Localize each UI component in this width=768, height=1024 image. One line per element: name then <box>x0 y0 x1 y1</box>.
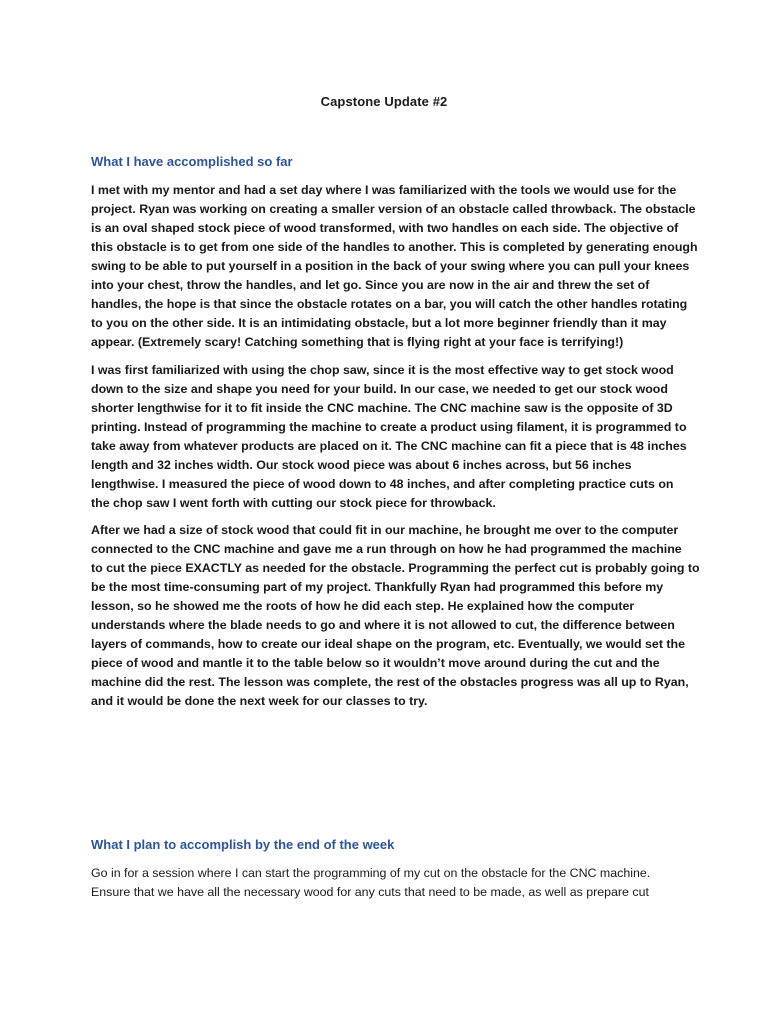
paragraph-line: Go in for a session where I can start the programming of my cut on the obstacle for the CNC machine. <box>91 866 651 880</box>
paragraph-line: layers of commands, how to create our ideal shape on the program, etc. Eventually, we would set the <box>91 637 685 651</box>
paragraph-line: project. Ryan was working on creating a smaller version of an obstacle called throwback. The obstacle <box>91 202 696 216</box>
paragraph-line: take away from whatever products are placed on it. The CNC machine can fit a piece that is 48 inches <box>91 439 687 453</box>
paragraph-line: into your chest, throw the handles, and let go. Since you are now in the air and threw the set of <box>91 278 650 292</box>
paragraph-line: lengthwise. I measured the piece of wood down to 48 inches, and after completing practice cuts on <box>91 477 674 491</box>
document-title: Capstone Update #2 <box>320 94 448 109</box>
section-heading-accomplished: What I have accomplished so far <box>91 154 293 169</box>
paragraph-line: After we had a size of stock wood that could fit in our machine, he brought me over to the computer <box>91 523 679 537</box>
paragraph-line: I was first familiarized with using the chop saw, since it is the most effective way to get stock wood <box>91 363 674 377</box>
paragraph-line: handles, the hope is that since the obstacle rotates on a bar, you will catch the other handles rotating <box>91 297 688 311</box>
paragraph-line: connected to the CNC machine and gave me a run through on how he had programmed the machine <box>91 542 682 556</box>
paragraph-line: down to the size and shape you need for your build. In our case, we needed to get our stock wood <box>91 382 668 396</box>
paragraph-line: be the most time-consuming part of my project. Thankfully Ryan had programmed this before my <box>91 580 664 594</box>
paragraph-chop-saw <box>91 361 691 513</box>
paragraph-line: this obstacle is to get from one side of the handles to another. This is completed by generating enough <box>91 240 698 254</box>
paragraph-line: lesson, so he showed me the roots of how he did each step. He explained how the computer <box>91 599 635 613</box>
paragraph-line: to you on the other side. It is an intimidating obstacle, but a lot more beginner friendly than it may <box>91 316 667 330</box>
paragraph-line: is an oval shaped stock piece of wood transformed, with two handles on each side. The objective of <box>91 221 679 235</box>
paragraph-line: appear. (Extremely scary! Catching something that is flying right at your face is terrifying!) <box>91 335 624 349</box>
paragraph-weekly-plan <box>91 864 691 902</box>
section-heading-plan: What I plan to accomplish by the end of the week <box>91 837 395 852</box>
paragraph-line: piece of wood and mantle it to the table below so it wouldn’t move around during the cut and the <box>91 656 660 670</box>
paragraph-line: swing to be able to put yourself in a position in the back of your swing where you can pull your knees <box>91 259 690 273</box>
paragraph-line: I met with my mentor and had a set day where I was familiarized with the tools we would use for the <box>91 183 677 197</box>
paragraph-line: length and 32 inches width. Our stock wood piece was about 6 inches across, but 56 inches <box>91 458 632 472</box>
paragraph-line: printing. Instead of programming the machine to create a product using filament, it is programmed to <box>91 420 687 434</box>
paragraph-line: understands where the blade needs to go and where it is not allowed to cut, the difference between <box>91 618 675 632</box>
paragraph-line: to cut the piece EXACTLY as needed for the obstacle. Programming the perfect cut is probably going to <box>91 561 700 575</box>
paragraph-line: and it would be done the next week for our classes to try. <box>91 694 428 708</box>
paragraph-cnc-programming <box>91 521 700 711</box>
paragraph-line: machine did the rest. The lesson was complete, the rest of the obstacles progress was all up to Ryan, <box>91 675 689 689</box>
paragraph-line: Ensure that we have all the necessary wood for any cuts that need to be made, as well as prepare cut <box>91 885 649 899</box>
paragraph-line: the chop saw I went forth with cutting our stock piece for throwback. <box>91 496 496 510</box>
paragraph-mentor-session <box>91 181 698 352</box>
paragraph-line: shorter lengthwise for it to fit inside the CNC machine. The CNC machine saw is the opposite of 3D <box>91 401 673 415</box>
